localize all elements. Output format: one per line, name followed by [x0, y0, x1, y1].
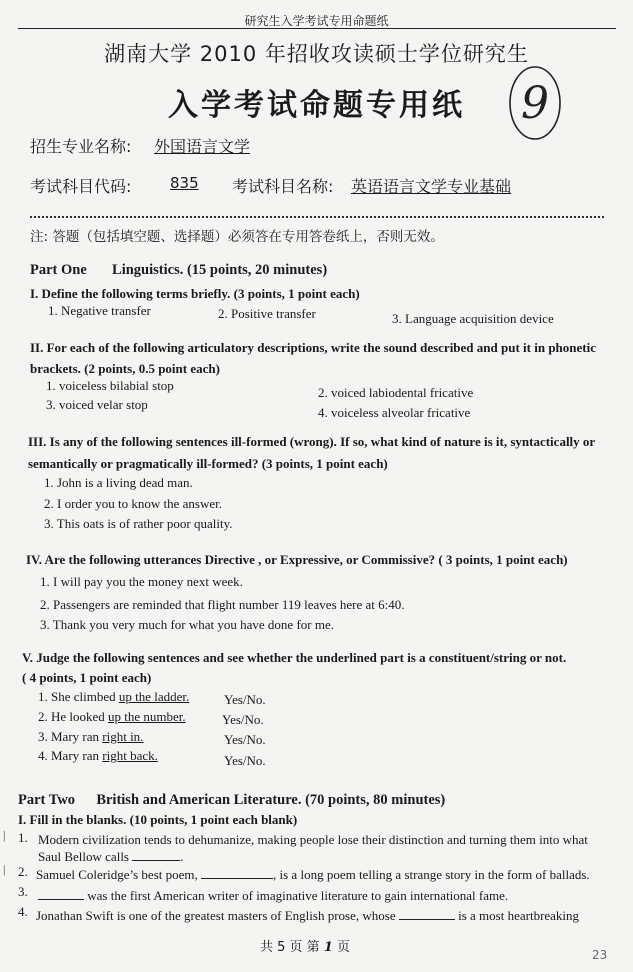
- yes-no-option: Yes/No.: [222, 712, 264, 727]
- p1-section-5-heading: V. Judge the following sentences and see whether the underlined part is a constituent/string or not.: [22, 650, 567, 665]
- list-item: 1. voiceless bilabial stop: [46, 378, 174, 393]
- part-two-heading: [18, 792, 445, 809]
- list-item: 2. Passengers are reminded that flight number 119 leaves here at 6:40.: [40, 597, 405, 612]
- major-label: 招生专业名称:: [30, 137, 132, 156]
- list-item: 3. Language acquisition device: [392, 311, 554, 326]
- margin-tick: |: [3, 828, 6, 842]
- subject-value: 英语语言文学专业基础: [351, 177, 512, 196]
- dotted-divider: [30, 216, 604, 218]
- paper-title: 入学考试命题专用纸: [168, 88, 465, 123]
- p1-section-2-heading: II. For each of the following articulatory descriptions, write the sound described and put it in phonetic: [30, 340, 596, 355]
- handwritten-number: 9: [521, 78, 549, 129]
- top-header-label: 研究生入学考试专用命题纸: [244, 14, 389, 28]
- item-text: , is a long poem telling a strange story in the form of ballads.: [273, 867, 590, 882]
- list-item: [38, 689, 189, 705]
- underlined-part: up the number.: [108, 709, 186, 724]
- item-text: is a most heartbreaking: [458, 908, 580, 923]
- list-item: [38, 729, 143, 745]
- footer-total-pages: 共 5 页 第: [260, 940, 320, 955]
- list-item: 1. John is a living dead man.: [44, 475, 193, 490]
- item-text: 2. He looked: [38, 709, 109, 724]
- yes-no-option: Yes/No.: [224, 732, 266, 747]
- list-item: 4. voiceless alveolar fricative: [318, 405, 471, 420]
- subject-label: 考试科目名称:: [232, 177, 334, 196]
- list-item: [36, 908, 579, 924]
- circled-number-icon: [506, 64, 564, 142]
- code-label: 考试科目代码:: [30, 177, 132, 196]
- list-item: 2. Positive transfer: [218, 306, 316, 321]
- underlined-part: up the ladder.: [118, 689, 190, 704]
- item-text: Jonathan Swift is one of the greatest masters of English prose, whose: [36, 908, 396, 923]
- answer-note: 注: 答题（包括填空题、选择题）必须答在专用答卷纸上，否则无效。: [30, 229, 444, 245]
- list-item: [38, 709, 186, 725]
- list-item: 3. voiced velar stop: [46, 397, 148, 412]
- page-footer: [260, 936, 350, 955]
- yes-no-option: Yes/No.: [224, 692, 266, 707]
- answer-blank[interactable]: [201, 867, 273, 879]
- item-number: 1.: [18, 830, 28, 845]
- yes-no-option: Yes/No.: [224, 753, 266, 768]
- list-item: 2. voiced labiodental fricative: [318, 385, 474, 400]
- part-two-label: Part Two: [18, 792, 76, 808]
- part-two-title: British and American Literature. (70 points, 80 minutes): [96, 792, 446, 808]
- p1-section-5-heading-cont: ( 4 points, 1 point each): [22, 670, 152, 685]
- p1-section-4-heading: IV. Are the following utterances Directive , or Expressive, or Commissive? ( 3 points, 1 point each): [26, 552, 568, 567]
- underlined-part: right back.: [102, 748, 158, 763]
- header-rule: [18, 28, 616, 29]
- answer-blank[interactable]: [132, 849, 180, 861]
- major-value: 外国语言文学: [154, 137, 251, 156]
- item-number: 3.: [18, 884, 28, 899]
- list-item: [38, 849, 184, 865]
- part-one-heading: [30, 262, 327, 279]
- code-value: 835: [170, 174, 199, 192]
- answer-blank[interactable]: [38, 888, 84, 900]
- p1-section-3-heading-cont: semantically or pragmatically ill-formed? (3 points, 1 point each): [28, 456, 388, 471]
- list-item: 3. This oats is of rather poor quality.: [44, 516, 233, 531]
- item-text: Saul Bellow calls: [38, 849, 129, 864]
- p1-section-2-heading-cont: brackets. (2 points, 0.5 point each): [30, 361, 220, 376]
- corner-mark: 23: [592, 948, 608, 962]
- item-number: 4.: [18, 904, 28, 919]
- list-item: [36, 867, 590, 883]
- list-item: 3. Thank you very much for what you have done for me.: [40, 617, 334, 632]
- list-item: 1. Negative transfer: [48, 303, 151, 318]
- fill-item-text: Modern civilization tends to dehumanize, making people lose their distinction and turning them into what: [38, 832, 588, 847]
- item-text: 1. She climbed: [38, 689, 119, 704]
- underlined-part: right in.: [102, 729, 144, 744]
- p2-section-1-heading: I. Fill in the blanks. (10 points, 1 point each blank): [18, 812, 298, 827]
- answer-blank[interactable]: [399, 908, 455, 920]
- part-one-label: Part One: [30, 262, 87, 278]
- item-number: 2.: [18, 864, 28, 879]
- university-line: 湖南大学 2010 年招收攻读硕士学位研究生: [104, 42, 529, 66]
- list-item: 1. I will pay you the money next week.: [40, 574, 243, 589]
- margin-tick: |: [3, 862, 6, 876]
- item-text: Samuel Coleridge’s best poem,: [36, 867, 198, 882]
- p1-section-3-heading: III. Is any of the following sentences ill-formed (wrong). If so, what kind of nature is it, syntactically or: [28, 434, 596, 449]
- item-text: .: [180, 849, 184, 864]
- list-item: [38, 748, 158, 764]
- part-one-title: Linguistics. (15 points, 20 minutes): [112, 262, 328, 278]
- item-text: 3. Mary ran: [38, 729, 103, 744]
- handwritten-number-mark: [506, 64, 564, 142]
- footer-page-suffix: 页: [337, 940, 351, 955]
- list-item: [38, 888, 508, 904]
- p1-section-1-heading: I. Define the following terms briefly. (3 points, 1 point each): [30, 286, 360, 301]
- list-item: 2. I order you to know the answer.: [44, 496, 222, 511]
- footer-page-number: 1: [323, 940, 333, 955]
- item-text: 4. Mary ran: [38, 748, 103, 763]
- item-text: was the first American writer of imaginative literature to gain international fame.: [87, 888, 509, 903]
